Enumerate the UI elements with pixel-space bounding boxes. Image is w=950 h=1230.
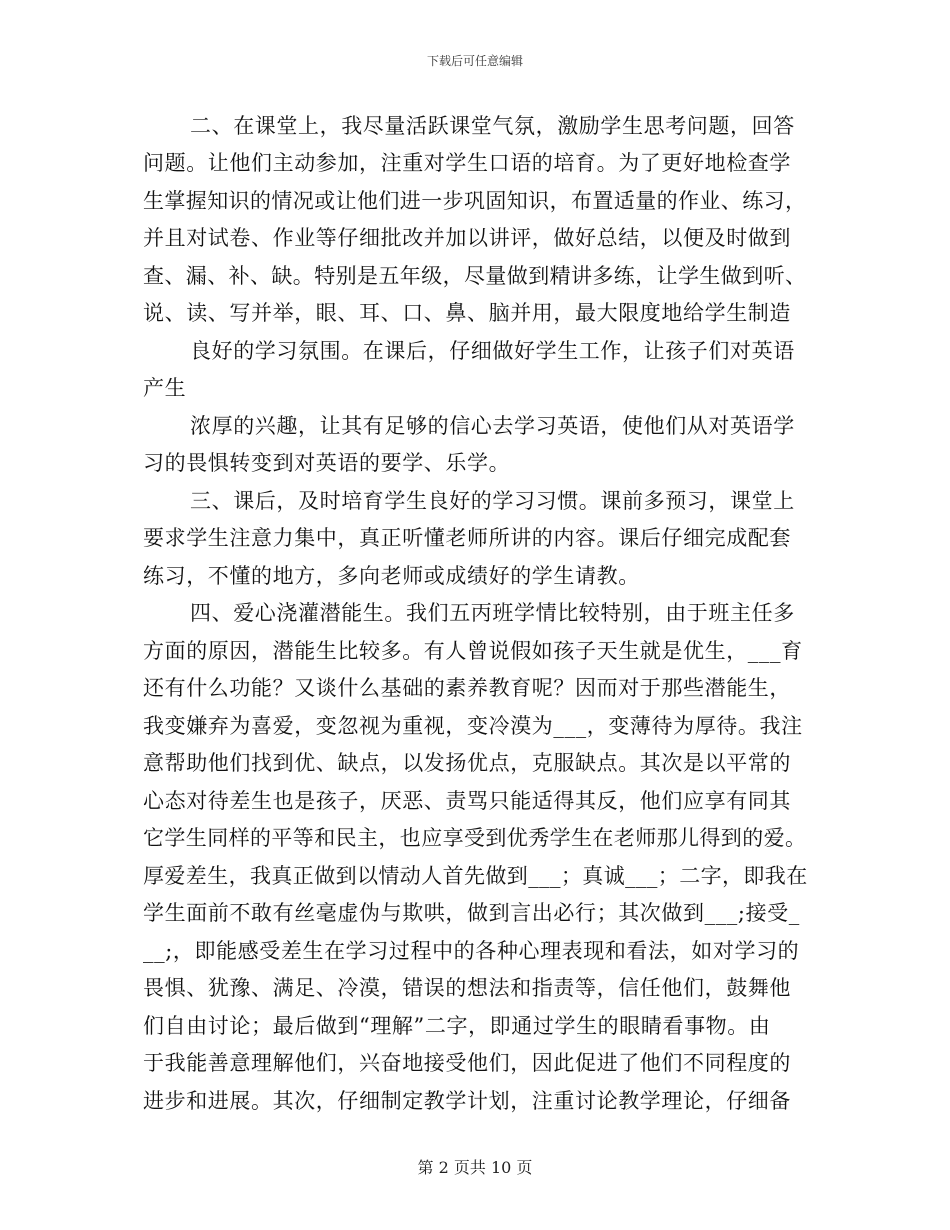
text-line: __;，即能感受差生在学习过程中的各种心理表现和看法，如对学习的: [143, 939, 800, 963]
text-line: 并且对试卷、作业等仔细批改并加以讲评，做好总结，以便及时做到: [143, 226, 791, 250]
text-line: 心态对待差生也是孩子，厌恶、责骂只能适得其反，他们应享有同其: [143, 789, 791, 813]
text-line: 意帮助他们找到优、缺点，以发扬优点，克服缺点。其次是以平常的: [143, 751, 791, 775]
text-line: 畏惧、犹豫、满足、冷漠，错误的想法和指责等，信任他们，鼓舞他: [143, 976, 791, 1000]
page-footer: 第 2 页共 10 页: [417, 1158, 533, 1177]
text-line: 于我能善意理解他们，兴奋地接受他们，因此促进了他们不同程度的: [143, 1051, 791, 1075]
text-line: 良好的学习氛围。在课后，仔细做好学生工作，让孩子们对英语: [190, 339, 795, 363]
text-line: 浓厚的兴趣，让其有足够的信心去学习英语，使他们从对英语学: [190, 414, 795, 438]
text-line: 练习，不懂的地方，多向老师或成绩好的学生请教。: [143, 564, 640, 588]
text-line: 查、漏、补、缺。特别是五年级，尽量做到精讲多练，让学生做到听、: [143, 264, 807, 288]
text-line: 它学生同样的平等和民主，也应享受到优秀学生在老师那儿得到的爱。: [143, 826, 807, 850]
text-line: 习的畏惧转变到对英语的要学、乐学。: [143, 451, 511, 475]
text-line: 我变嫌弃为喜爱，变忽视为重视，变冷漠为___，变薄待为厚待。我注: [143, 714, 803, 738]
text-line: 厚爱差生，我真正做到以情动人首先做到___；真诚___；二字，即我在: [143, 864, 808, 888]
text-line: 生掌握知识的情况或让他们进一步巩固知识，布置适量的作业、练习，: [143, 189, 807, 213]
text-line: 要求学生注意力集中，真正听懂老师所讲的内容。课后仔细完成配套: [143, 526, 791, 550]
text-line: 学生面前不敢有丝毫虚伪与欺哄，做到言出必行；其次做到___;接受_: [143, 901, 800, 925]
text-line: 二、在课堂上，我尽量活跃课堂气氛，激励学生思考问题，回答: [190, 114, 795, 138]
text-line: 进步和进展。其次，仔细制定教学计划，注重讨论教学理论，仔细备: [143, 1089, 791, 1113]
text-line: 方面的原因，潜能生比较多。有人曾说假如孩子天生就是优生，___育: [143, 639, 803, 663]
text-line: 说、读、写并举，眼、耳、口、鼻、脑并用，最大限度地给学生制造: [143, 301, 791, 325]
text-line: 三、课后，及时培育学生良好的学习习惯。课前多预习，课堂上: [190, 489, 795, 513]
page-header: 下载后可任意编辑: [426, 54, 523, 68]
text-line: 四、爱心浇灌潜能生。我们五丙班学情比较特别，由于班主任多: [190, 601, 795, 625]
text-line: 产生: [143, 376, 187, 400]
text-line: 还有什么功能？又谈什么基础的素养教育呢？因而对于那些潜能生，: [143, 676, 791, 700]
text-line: 问题。让他们主动参加，注重对学生口语的培育。为了更好地检查学: [143, 151, 791, 175]
text-line: 们自由讨论；最后做到“理解”二字，即通过学生的眼睛看事物。由: [143, 1014, 771, 1038]
